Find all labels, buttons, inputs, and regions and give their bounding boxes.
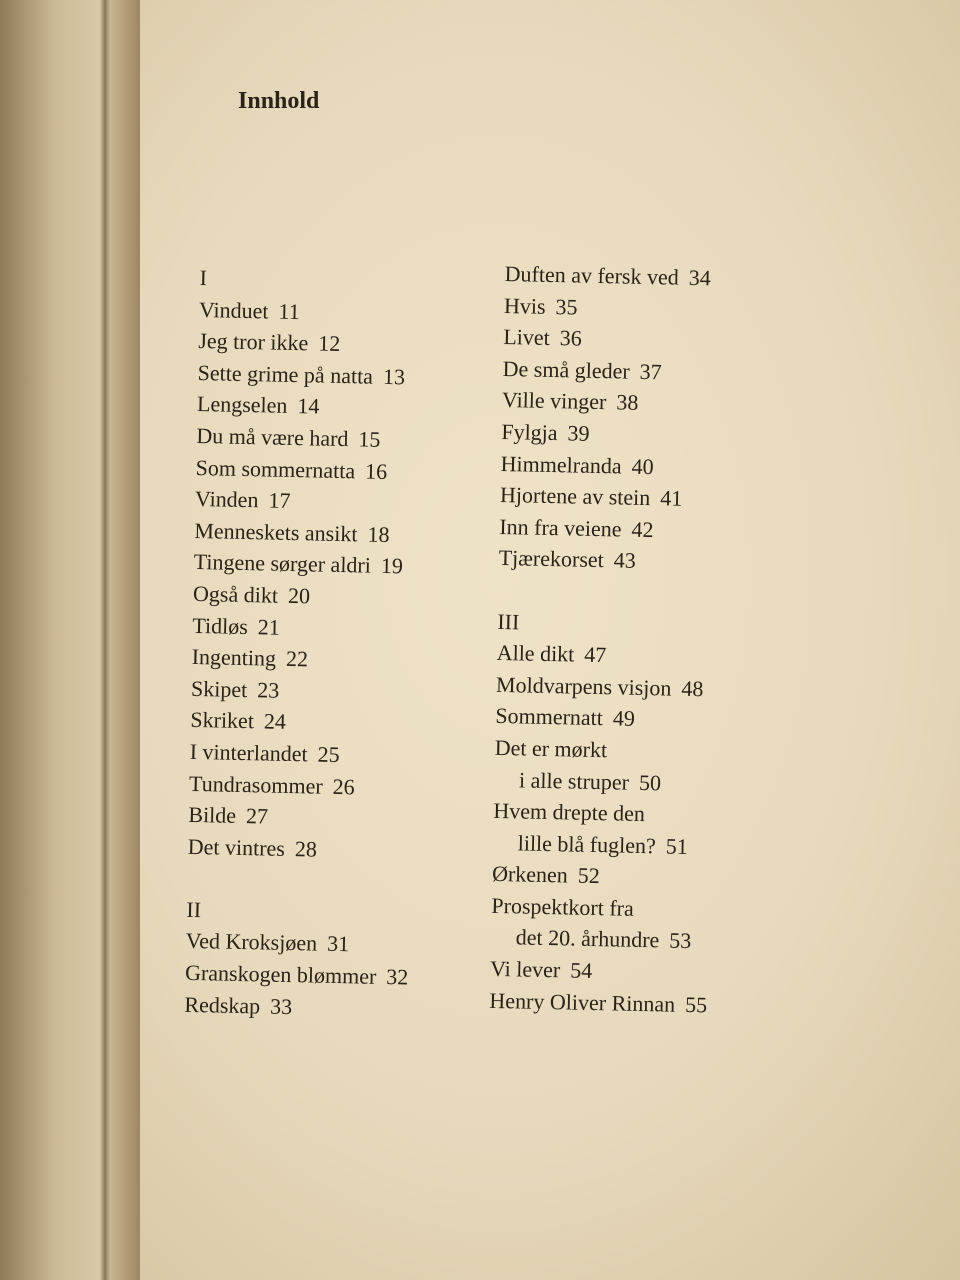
entry-title: Ørkenen [491,861,569,888]
entry-page: 51 [665,833,689,859]
entry-page: 40 [631,453,654,479]
entry-page: 19 [380,553,404,579]
entry-title: Sette grime på natta [197,359,374,389]
toc-entry [489,984,820,1022]
entry-page: 18 [367,521,390,547]
entry-page: 48 [681,675,704,701]
entry-title: Ingenting [191,644,277,671]
entry-page: 49 [612,705,636,732]
entry-page: 22 [285,646,309,672]
entry-title: Fylgja [501,418,558,446]
entry-title-cont: det 20. århundre [515,924,660,953]
entry-page: 27 [245,803,269,829]
section-heading-3: III [497,608,520,634]
entry-title: Ville vinger [501,387,607,415]
entry-title: Menneskets ansikt [194,517,358,547]
entry-title: Det er mørkt [494,734,608,763]
entry-title: Som sommernatta [195,454,356,483]
entry-title: Alle dikt [496,640,575,667]
entry-page: 25 [317,741,340,767]
toc-entry [187,831,488,869]
entry-title: Skipet [190,675,248,702]
entry-title: Du må være hard [196,422,349,452]
entry-page: 26 [332,773,355,799]
entry-title: Hvis [503,292,546,319]
entry-title: Hvem drepte den [493,797,646,827]
entry-title: Vi lever [489,955,561,983]
entry-title: Også dikt [192,580,279,608]
entry-page: 21 [257,613,281,640]
entry-page: 36 [559,325,583,351]
section-heading-1: I [199,264,208,291]
entry-title: Moldvarpens visjon [495,671,672,701]
entry-title-cont: i alle struper [518,766,630,795]
entry-title: Ved Kroksjøen [185,928,318,957]
entry-page: 43 [613,547,637,574]
entry-page: 32 [386,964,409,990]
page-title: Innhold [238,88,320,114]
entry-title: Granskogen blømmer [184,959,377,989]
entry-title: Tundrasommer [188,770,323,799]
entry-page: 23 [257,677,280,703]
entry-title: Redskap [184,991,261,1019]
entry-title: Tjærekorset [498,545,605,573]
entry-title: Prospektkort fra [491,892,635,921]
book-spine [0,0,140,1280]
entry-page: 52 [577,862,601,889]
entry-page: 39 [567,420,590,446]
entry-page: 50 [638,769,662,795]
entry-title: I vinterlandet [189,738,308,767]
entry-title: Duften av fersk ved [504,260,680,290]
entry-page: 47 [584,641,607,668]
entry-title: Sommernatt [495,703,604,731]
entry-title: De små gleder [502,355,630,384]
entry-page: 55 [684,991,708,1018]
entry-page: 14 [297,393,320,419]
toc-column-left [184,262,500,1026]
entry-page: 16 [364,458,388,484]
entry-title: Vinduet [198,296,269,324]
entry-title: Bilde [188,801,237,828]
section-heading-2: II [186,896,202,923]
toc-entry [184,988,485,1026]
entry-title-cont: lille blå fuglen? [517,830,657,858]
entry-title: Hjortene av stein [499,482,651,511]
entry-page: 35 [555,293,578,320]
entry-page: 28 [294,835,318,862]
entry-title: Inn fra veiene [499,513,622,542]
entry-page: 42 [631,516,654,542]
toc-column-right [489,258,835,1023]
entry-title: Tidløs [192,612,249,639]
entry-page: 33 [269,993,293,1019]
entry-title: Himmelranda [500,450,622,479]
entry-page: 24 [263,708,287,735]
entry-page: 11 [278,298,301,324]
entry-page: 17 [268,487,291,514]
entry-page: 54 [569,957,593,984]
entry-page: 37 [639,358,662,385]
entry-page: 41 [660,485,683,511]
entry-page: 53 [669,928,692,954]
entry-page: 38 [616,389,639,416]
entry-title: Livet [503,324,551,351]
entry-page: 12 [318,330,341,357]
spine-fold [100,0,110,1280]
entry-title: Lengselen [196,391,288,419]
entry-page: 15 [358,426,381,452]
entry-page: 13 [382,363,406,390]
entry-page: 34 [688,264,712,291]
entry-page: 31 [326,931,350,957]
entry-title: Skriket [190,707,255,734]
entry-page: 20 [287,582,311,609]
entry-title: Henry Oliver Rinnan [489,987,676,1017]
entry-title: Det vintres [187,833,286,861]
entry-title: Vinden [194,486,259,513]
entry-title: Tingene sørger aldri [193,549,372,578]
entry-title: Jeg tror ikke [198,328,309,356]
